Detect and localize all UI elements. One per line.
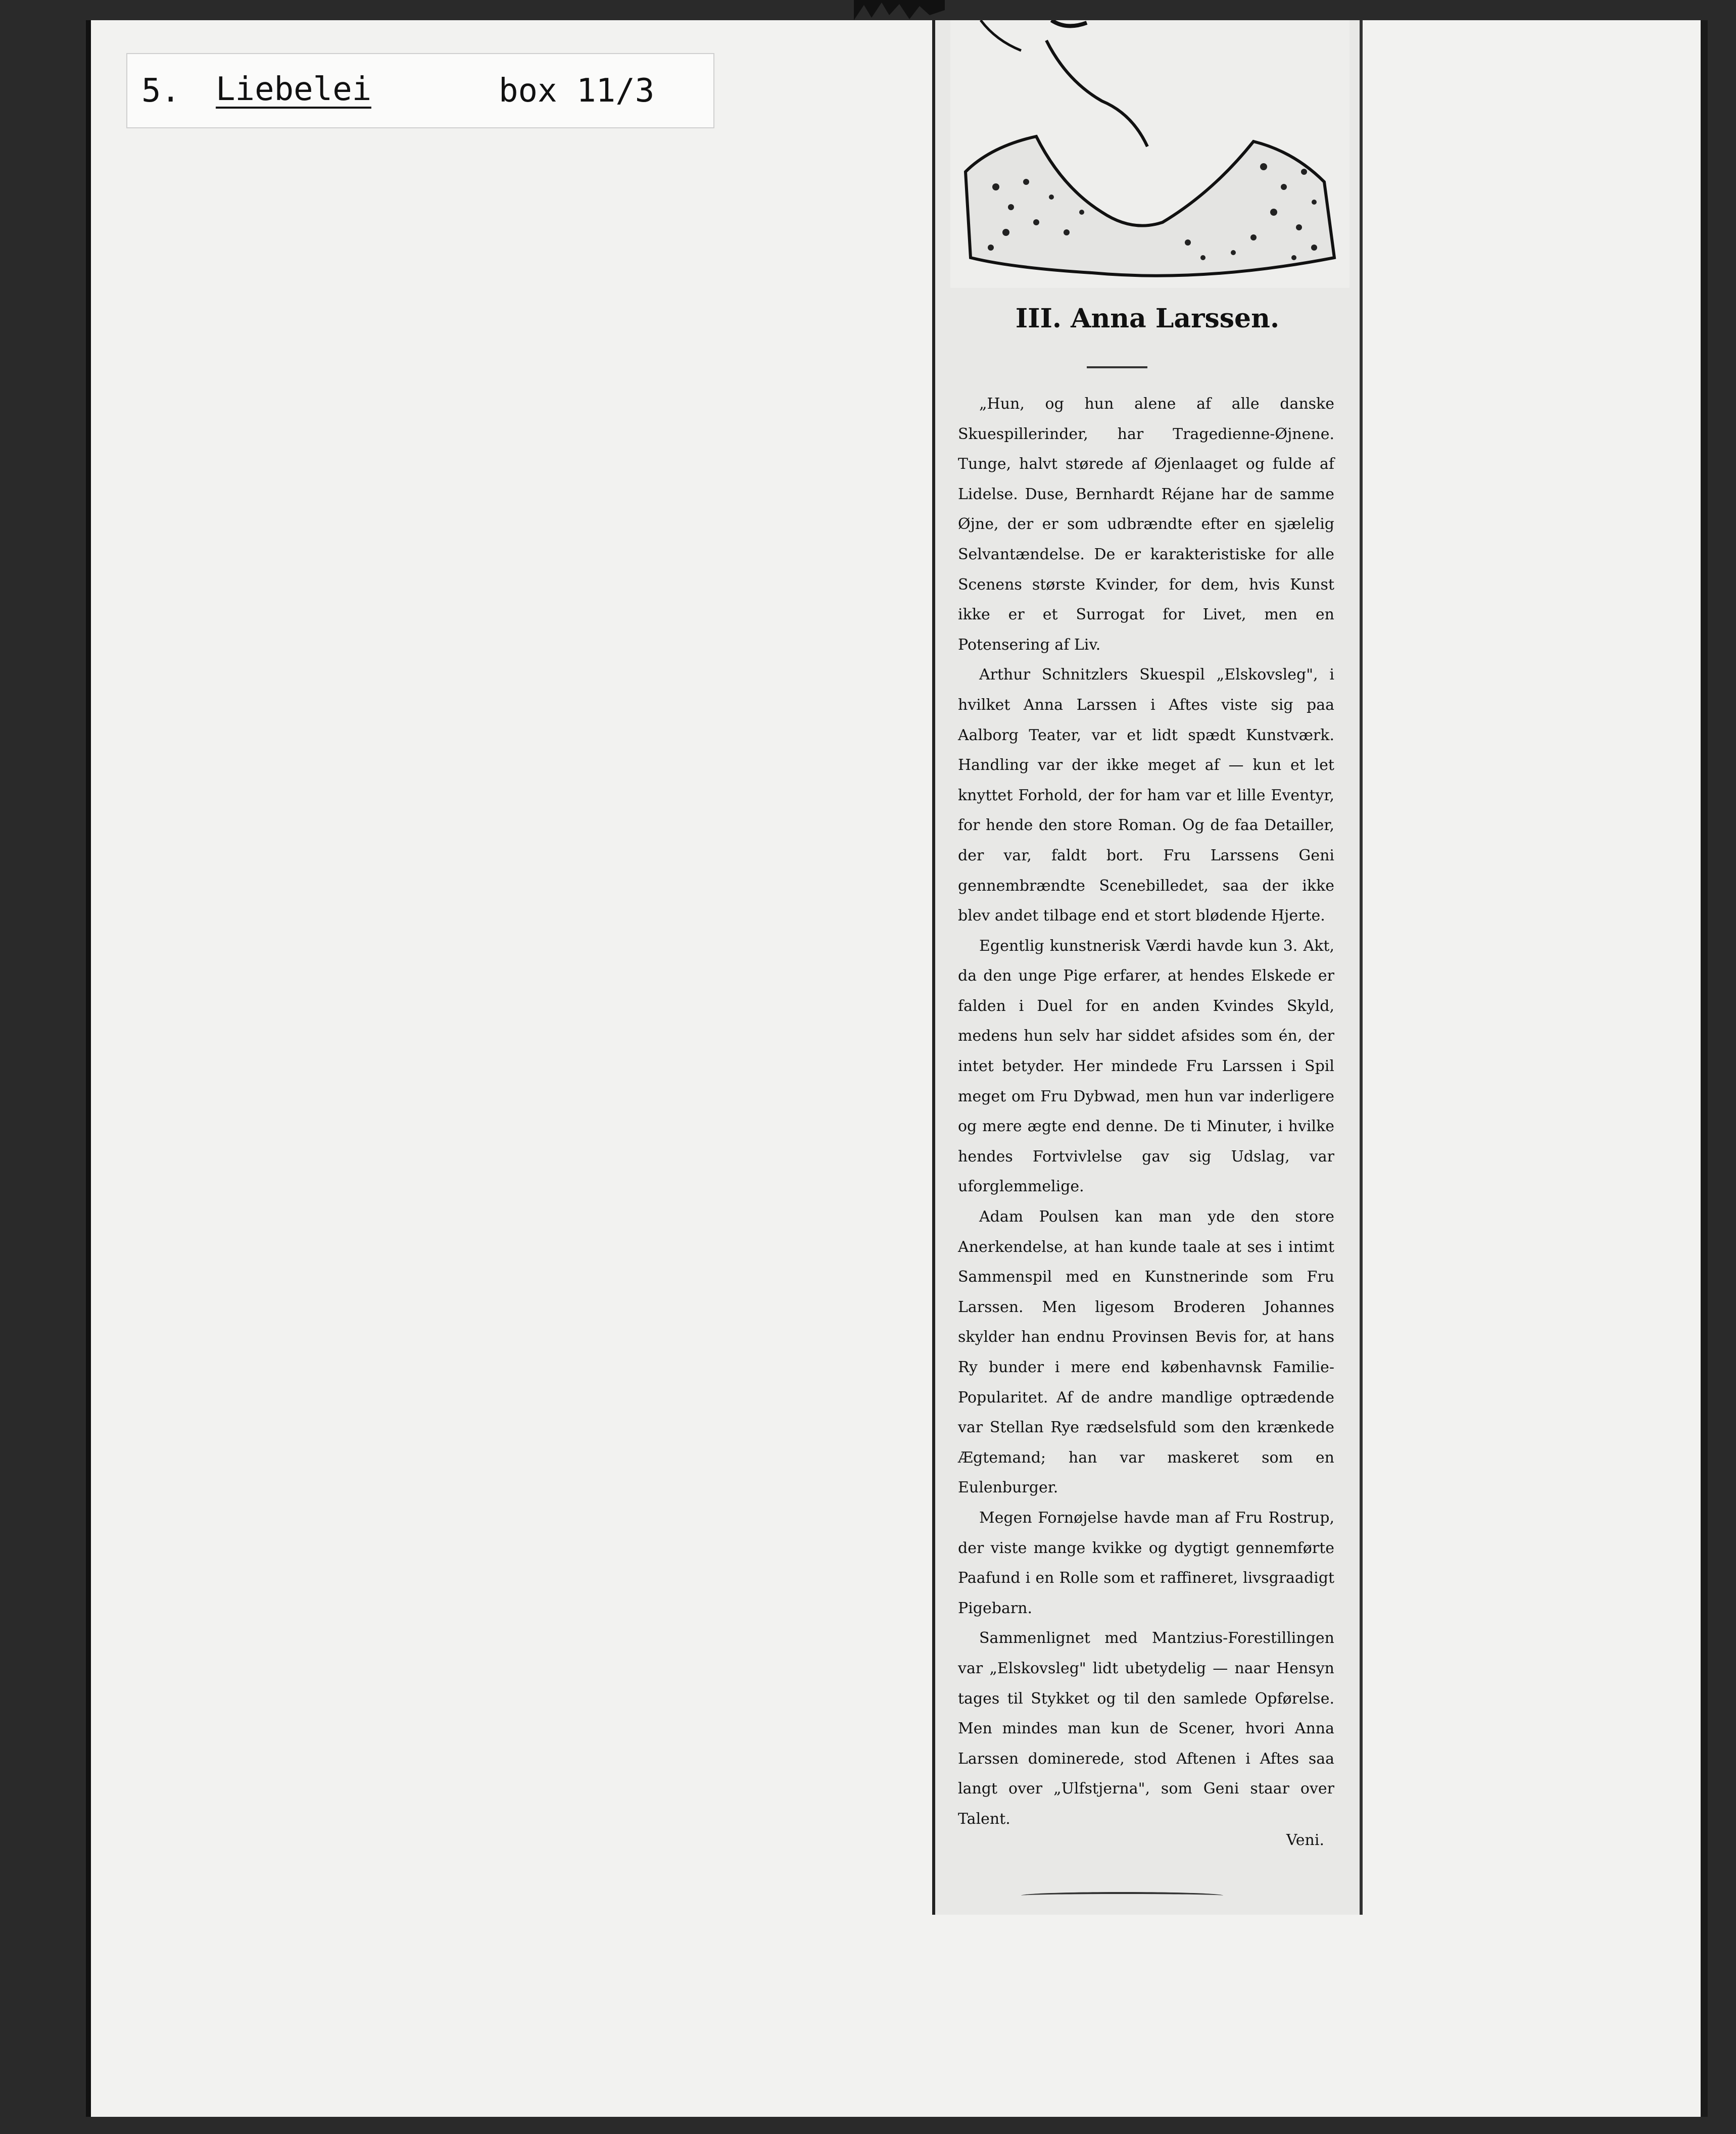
- archive-label: [126, 53, 714, 128]
- portrait-illustration: [950, 20, 1349, 288]
- label-number: 5.: [141, 72, 181, 110]
- article-headline: III. Anna Larssen.: [1015, 303, 1280, 334]
- sheet-edge-shadow: [1701, 20, 1708, 2117]
- article-signature: Veni.: [1286, 1831, 1324, 1849]
- article-paragraph: Sammenlignet med Mantzius-Forestillingen var „Elskovsleg" lidt ubetydelig — naar Hensyn tages til Stykket og til den samlede Opførelse. Men mindes man kun de Scener, hvori Anna Larssen dominerede, stod Aftenen i Aftes saa langt over „Ulfstjerna", som Geni staar over Talent.: [958, 1629, 1334, 1828]
- headline-rule: [1087, 366, 1147, 368]
- label-title: Liebelei: [216, 70, 372, 108]
- article-paragraph: Arthur Schnitzlers Skuespil „Elskovsleg", i hvilket Anna Larssen i Aftes viste sig paa Aalborg Teater, var et lidt spædt Kunstværk. Handling var der ikke meget af — kun et let knyttet Forhold, der for ham var et lille Eventyr, for hende den store Roman. Og de faa Detailler, der var, faldt bort. Fru Larssens Geni gennembrændte Scenebilledet, saa der ikke blev andet tilbage end et stort blødende Hjerte.: [958, 666, 1334, 925]
- article-paragraph: Egentlig kunstnerisk Værdi havde kun 3. Akt, da den unge Pige erfarer, at hendes Elskede er falden i Duel for en anden Kvindes Skyld, medens hun selv har siddet afsides som én, der intet betyder. Her mindede Fru Larssen i Spil meget om Fru Dybwad, men hun var inderligere og mere ægte end denne. De ti Minuter, i hvilke hendes Fortvivlelse gav sig Udslag, var uforglemmelige.: [958, 937, 1334, 1196]
- article-paragraph: Adam Poulsen kan man yde den store Anerkendelse, at han kunde taale at ses i intimt Sammenspil med en Kunstnerinde som Fru Larssen. Men ligesom Broderen Johannes skylder han endnu Provinsen Bevis for, at hans Ry bunder i mere end københavnsk Familie-Popularitet. Af de andre mandlige optrædende var Stellan Rye rædselsfuld som den krænkede Ægtemand; han var maskeret som en Eulenburger.: [958, 1208, 1334, 1497]
- article-paragraph: Megen Fornøjelse havde man af Fru Rostrup, der viste mange kvikke og dygtigt gennemførte Paafund i en Rolle som et raffineret, livsgraadigt Pigebarn.: [958, 1509, 1334, 1617]
- clipping-bottom-edge: [1021, 1892, 1223, 1899]
- article-body: [958, 389, 1334, 1834]
- newspaper-clipping: [932, 20, 1363, 1915]
- label-box: box 11/3: [499, 72, 655, 110]
- archive-sheet: [86, 20, 1708, 2117]
- article-paragraph: „Hun, og hun alene af alle danske Skuespillerinder, har Tragedienne-Øjnene. Tunge, halvt størede af Øjenlaaget og fulde af Lidelse. Duse, Bernhardt Réjane har de samme Øjne, der er som udbrændte efter en sjælelig Selvantændelse. De er karakteristiske for alle Scenens største Kvinder, for dem, hvis Kunst ikke er et Surrogat for Livet, men en Potensering af Liv.: [958, 395, 1334, 654]
